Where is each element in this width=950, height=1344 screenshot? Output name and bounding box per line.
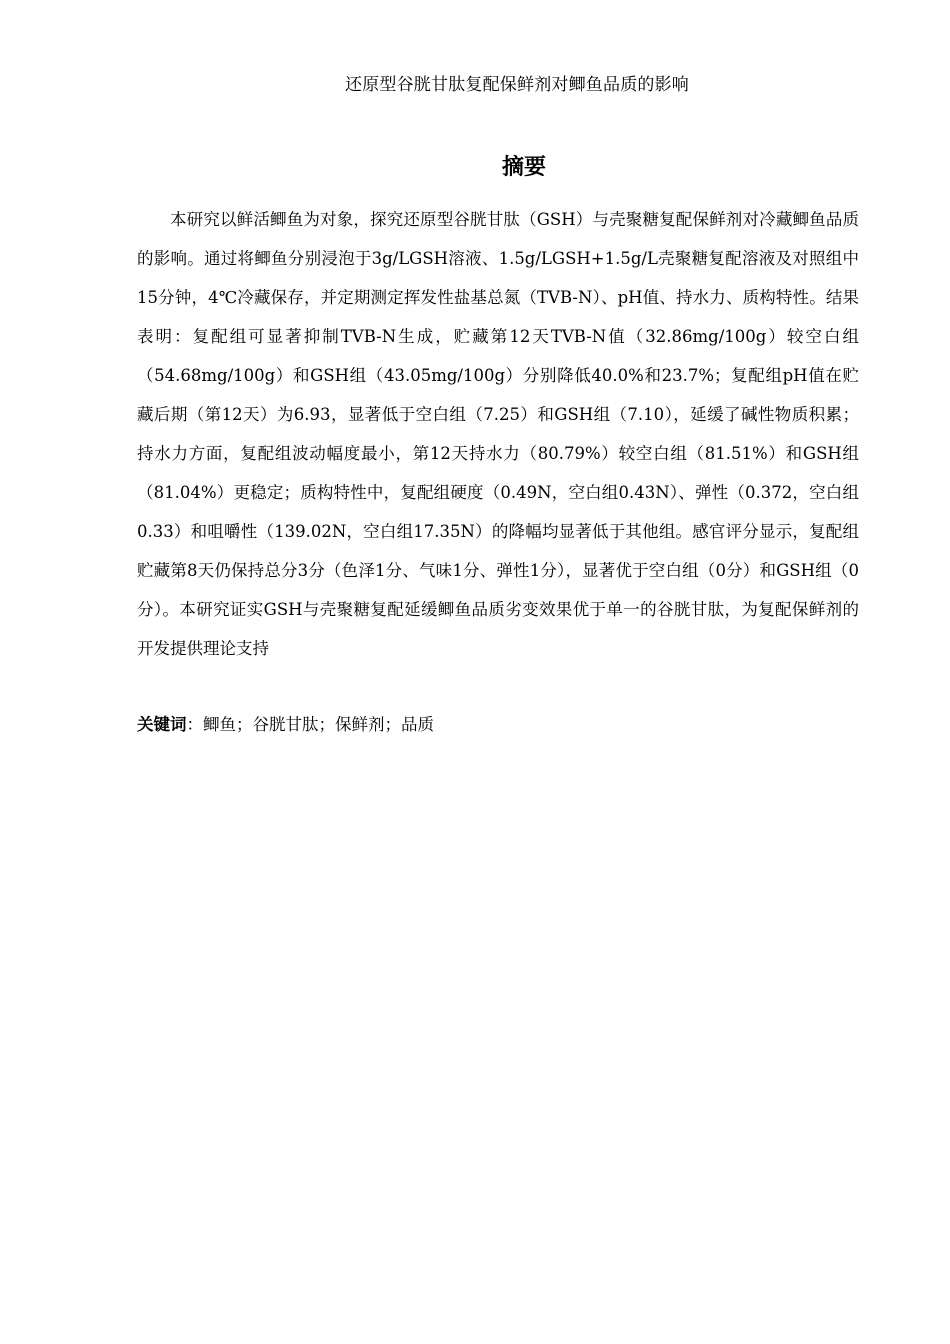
keywords-line xyxy=(137,705,859,744)
keywords-label: 关键词 xyxy=(137,715,187,734)
running-header: 还原型谷胱甘肽复配保鲜剂对鲫鱼品质的影响 xyxy=(345,75,689,95)
abstract-body: 本研究以鲜活鲫鱼为对象，探究还原型谷胱甘肽（GSH）与壳聚糖复配保鲜剂对冷藏鲫鱼品质的影响。通过将鲫鱼分别浸泡于3g/LGSH溶液、1.5g/LGSH+1.5g/L壳聚糖复配溶液及对照组中15分钟，4℃冷藏保存，并定期测定挥发性盐基总氮（TVB-N）、pH值、持水力、质构特性。结果表明：复配组可显著抑制TVB-N生成，贮藏第12天TVB-N值（32.86mg/100g）较空白组（54.68mg/100g）和GSH组（43.05mg/100g）分别降低40.0%和23.7%；复配组pH值在贮藏后期（第12天）为6.93，显著低于空白组（7.25）和GSH组（7.10），延缓了碱性物质积累；持水力方面，复配组波动幅度最小，第12天持水力（80.79%）较空白组（81.51%）和GSH组（81.04%）更稳定；质构特性中，复配组硬度（0.49N，空白组0.43N）、弹性（0.372，空白组0.33）和咀嚼性（139.02N，空白组17.35N）的降幅均显著低于其他组。感官评分显示，复配组贮藏第8天仍保持总分3分（色泽1分、气味1分、弹性1分），显著优于空白组（0分）和GSH组（0分）。本研究证实GSH与壳聚糖复配延缓鲫鱼品质劣变效果优于单一的谷胱甘肽，为复配保鲜剂的开发提供理论支持 xyxy=(137,210,859,658)
keywords-separator: ： xyxy=(186,715,203,734)
abstract-heading: 摘要 xyxy=(501,155,546,180)
keywords-text: 鲫鱼；谷胱甘肽；保鲜剂；品质 xyxy=(203,715,434,734)
